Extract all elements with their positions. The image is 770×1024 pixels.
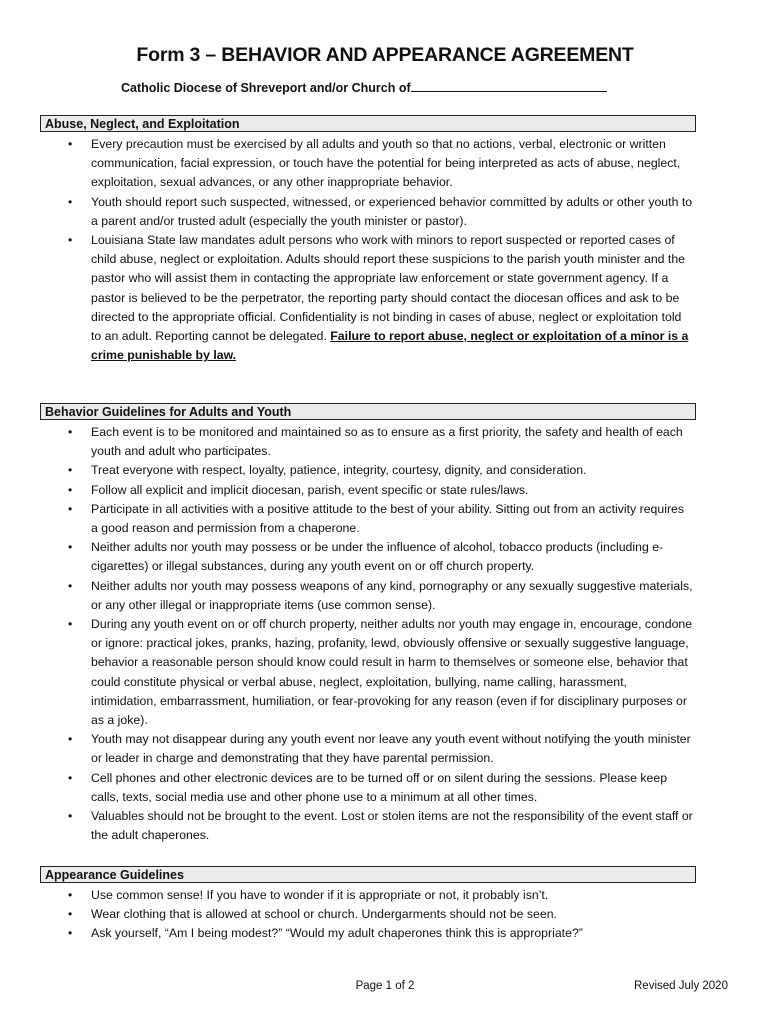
list-item: • Neither adults nor youth may possess weapons of any kind, pornography or any sexually suggestive materials, or any other illegal or inappropriate items (use common sense). [68, 578, 693, 612]
list-item: • Each event is to be monitored and maintained so as to ensure as a first priority, the safety and health of each youth and adult who participates. [68, 425, 683, 459]
bullet-icon: • [68, 137, 73, 151]
bullet-icon: • [68, 233, 73, 248]
legal-warning: Failure to report abuse, neglect or exploitation of a minor is a crime punishable by law. [91, 329, 689, 363]
page-subtitle [121, 79, 607, 95]
bullet-icon: • [68, 809, 73, 824]
list-item: • Follow all explicit and implicit diocesan, parish, event specific or state rules/laws. [68, 481, 694, 500]
page-number: Page 1 of 2 [355, 980, 415, 992]
bullet-icon: • [68, 501, 73, 516]
bullet-icon: • [68, 194, 73, 209]
list-item: • Louisiana State law mandates adult persons who work with minors to report suspected or reported cases of child abuse, neglect or exploitation. Adults should report these suspicions to the parish youth minister and the pastor who will assist them in contacting the appropriate law enforcement or state government agency. If a pastor is believed to be the perpetrator, the reporting party should contact the diocesan offices and ask to be directed to the appropriate official. Confidentiality is not binding in cases of abuse, neglect or exploitation told to an adult. Reporting cannot be delegated. Failure to report abuse, neglect or exploitation of a minor is a crime punishable by law. [68, 233, 689, 363]
bullet-icon: • [68, 482, 73, 497]
bullet-icon: • [68, 617, 73, 632]
bullet-icon: • [68, 578, 73, 593]
list-item: • Neither adults nor youth may possess or be under the influence of alcohol, tobacco products (including e-cigarettes) or illegal substances, during any youth event on or off church property. [68, 540, 664, 574]
list-item: • Youth may not disappear during any youth event nor leave any youth event without notifying the youth minister or leader in charge and demonstrating that they have parental permission. [68, 732, 691, 766]
page-title: Form 3 – BEHAVIOR AND APPEARANCE AGREEMENT [136, 44, 634, 66]
list-item: • During any youth event on or off church property, neither adults nor youth may engage in, encourage, condone or ignore: practical jokes, pranks, hazing, profanity, lewd, obviously offensive or sexually suggestive language, behavior a reasonable person should know could result in harm to themselves or someone else, behavior that could constitute physical or verbal abuse, neglect, exploitation, bullying, name calling, harassment, intimidation, embarrassment, humiliation, or fear-provoking for any reason (even if for disciplinary purposes or as a joke). [68, 617, 693, 728]
behavior-list [68, 423, 694, 845]
list-item: • Wear clothing that is allowed at school or church. Undergarments should not be seen. [68, 905, 694, 924]
list-item: • Ask yourself, “Am I being modest?” “Would my adult chaperones think this is appropriate?” [68, 924, 694, 943]
list-item: • Every precaution must be exercised by all adults and youth so that no actions, verbal, electronic or written communication, facial expression, or touch have the potential for being interpreted as acts of abuse, neglect, exploitation, sexual advances, or any other inappropriate behavior. [68, 137, 681, 190]
section-heading-appearance: Appearance Guidelines [40, 866, 696, 883]
section-heading-behavior: Behavior Guidelines for Adults and Youth [40, 403, 696, 420]
list-item: • Valuables should not be brought to the event. Lost or stolen items are not the responsibility of the event staff or the adult chaperones. [68, 809, 693, 843]
abuse-list [68, 135, 694, 365]
bullet-icon: • [68, 888, 73, 902]
bullet-icon: • [68, 907, 73, 922]
list-item: • Use common sense! If you have to wonder if it is appropriate or not, it probably isn’t. [68, 886, 694, 905]
subtitle-text: Catholic Diocese of Shreveport and/or Church of [121, 81, 411, 95]
revision-date: Revised July 2020 [634, 980, 728, 992]
church-name-blank [411, 79, 607, 92]
bullet-icon: • [68, 732, 73, 747]
list-item: • Cell phones and other electronic devices are to be turned off or on silent during the sessions. Please keep calls, texts, social media use and other phone use to a minimum at all other times. [68, 770, 668, 804]
section-heading-abuse: Abuse, Neglect, and Exploitation [40, 115, 696, 132]
list-item: • Participate in all activities with a positive attitude to the best of your ability. Sitting out from an activity requires a good reason and permission from a chaperone. [68, 501, 685, 536]
bullet-icon: • [68, 770, 73, 785]
appearance-list [68, 886, 694, 944]
bullet-icon: • [68, 540, 73, 555]
list-item: • Youth should report such suspected, witnessed, or experienced behavior committed by adults or other youth to a parent and/or trusted adult (especially the youth minister or pastor). [68, 194, 693, 228]
bullet-icon: • [68, 926, 73, 941]
list-item: • Treat everyone with respect, loyalty, patience, integrity, courtesy, dignity, and consideration. [68, 461, 694, 480]
bullet-icon: • [68, 425, 73, 439]
bullet-icon: • [68, 463, 73, 478]
